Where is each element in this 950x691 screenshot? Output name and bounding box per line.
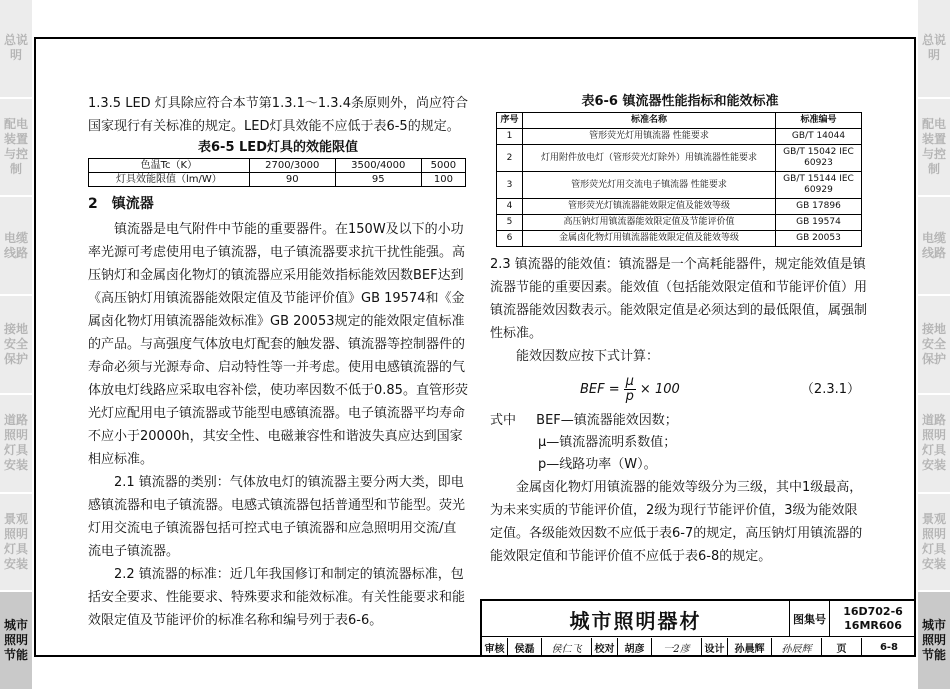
row-no: 2 — [497, 145, 523, 172]
formula-tail: × 100 — [639, 381, 680, 397]
page-number: 6-8 — [879, 642, 899, 653]
tab-grounding-safety[interactable]: 接地安全保护 — [918, 296, 950, 395]
paragraph-formula-intro: 能效因数应按下式计算： — [516, 349, 660, 364]
tab-general-notes[interactable]: 总说明 — [0, 0, 32, 99]
formula-denominator: p — [625, 388, 634, 404]
page-label: 页 — [822, 638, 862, 657]
row-no: 3 — [497, 172, 523, 199]
table-row — [497, 231, 862, 247]
table-row — [497, 145, 862, 172]
row-no: 1 — [497, 129, 523, 145]
section-heading-ballast: 2 镇流器 — [88, 196, 154, 212]
where-item: p—线路功率（W）。 — [538, 457, 657, 472]
where-item: μ—镇流器流明系数值； — [538, 435, 677, 450]
table-header-name: 标准名称 — [523, 113, 776, 129]
table-cell: 5000 — [421, 159, 465, 173]
where-item: BEF—镇流器能效因数； — [536, 413, 678, 428]
tab-distribution-control[interactable]: 配电装置与控制 — [0, 99, 32, 198]
row-name: 金属卤化物灯用镇流器能效限定值及能效等级 — [523, 231, 776, 247]
table-header-row — [497, 113, 862, 129]
table-row — [497, 199, 862, 215]
formula-row — [490, 368, 870, 410]
table-header-no: 序号 — [497, 113, 523, 129]
row-no: 6 — [497, 231, 523, 247]
right-chapter-tabs — [918, 0, 950, 691]
row-name: 灯用附件放电灯（管形荧光灯除外）用镇流器性能要求 — [523, 145, 776, 172]
row-name: 管形荧光灯用交流电子镇流器 性能要求 — [523, 172, 776, 199]
design-name: 孙晨辉 — [728, 638, 772, 657]
review-signature: 侯仁飞 — [542, 638, 592, 657]
table-cell: 2700/3000 — [249, 159, 335, 173]
table-cell: 灯具效能限值（lm/W） — [89, 173, 250, 187]
row-no: 5 — [497, 215, 523, 231]
check-label: 校对 — [592, 638, 618, 657]
tab-road-lighting[interactable]: 道路照明灯具安装 — [0, 395, 32, 494]
paragraph-2-2: 2.2 镇流器的标准：近几年我国修订和制定的镇流器标准，包括安全要求、性能要求、特殊要求和能效标准。有关性能要求和能效限定值及节能评价的标准名称和编号列于表6-6。 — [88, 567, 466, 628]
paragraph-energy-grades: 金属卤化物灯用镇流器的能效等级分为三级，其中1级最高，为未来实质的节能评价值，2级为现行节能评价值，3级为能效限定值。各级能效因数不应低于表6-7的规定，高压钠灯用镇流器的能效限定值和节能评价值不应低于表6-8的规定。 — [490, 480, 863, 564]
check-signature: 一2彦 — [652, 638, 702, 657]
tab-general-notes[interactable]: 总说明 — [918, 0, 950, 99]
title-block — [480, 599, 916, 657]
paragraph-1-3-5: 1.3.5 LED 灯具除应符合本节第1.3.1～1.3.4条原则外，尚应符合国家现行有关标准的规定。LED灯具效能不应低于表6-5的规定。 — [88, 96, 468, 134]
design-signature: 孙辰辉 — [772, 638, 822, 657]
check-name: 胡彦 — [618, 638, 652, 657]
drawing-title: 城市照明器材 — [482, 601, 790, 637]
table-cell: 100 — [421, 173, 465, 187]
table-6-6 — [496, 112, 862, 247]
table-cell: 3500/4000 — [335, 159, 421, 173]
review-name: 侯磊 — [508, 638, 542, 657]
formula-bef — [580, 375, 680, 404]
table-cell: 95 — [335, 173, 421, 187]
row-no: 4 — [497, 199, 523, 215]
atlas-number-1: 16D702-6 — [843, 605, 903, 618]
row-code: GB/T 15144 IEC 60929 — [776, 172, 862, 199]
table-6-6-caption: 表6-6 镇流器性能指标和能效标准 — [581, 94, 779, 109]
table-cell: 90 — [249, 173, 335, 187]
left-column — [88, 92, 468, 632]
tab-landscape-lighting[interactable]: 景观照明灯具安装 — [918, 494, 950, 593]
atlas-number — [830, 601, 916, 637]
tab-energy-saving[interactable]: 城市照明节能 — [0, 592, 32, 691]
paragraph-2-3: 2.3 镇流器的能效值：镇流器是一个高耗能器件，规定能效值是镇流器节能的重要因素。能效值（包括能效限定值和节能评价值）用镇流器能效因数表示。能效限定值是必须达到的最低限值，属强制性标准。 — [490, 257, 868, 341]
tab-cable-lines[interactable]: 电缆线路 — [0, 197, 32, 296]
title-block-signatures — [482, 638, 916, 657]
where-prefix: 式中 — [490, 413, 517, 428]
tab-landscape-lighting[interactable]: 景观照明灯具安装 — [0, 494, 32, 593]
row-code: GB 20053 — [776, 231, 862, 247]
formula-numerator: μ — [625, 373, 634, 389]
table-6-5 — [88, 158, 466, 187]
atlas-number-2: 16MR606 — [844, 619, 902, 632]
table-header-code: 标准编号 — [776, 113, 862, 129]
left-chapter-tabs — [0, 0, 32, 691]
paragraph-ballast-intro: 镇流器是电气附件中节能的重要器件。在150W及以下的小功率光源可考虑使用电子镇流器，电子镇流器要求抗干扰性能强。高压钠灯和金属卤化物灯的镇流器应采用能效指标能效因数BEF达到《高压钠灯用镇流器能效限定值及节能评价值》GB 19574和《金属卤化物灯用镇流器能效标准》GB 20053规定的能效限定值标准的产品。与高强度气体放电灯配套的触发器、镇流器等控制器件的寿命必须与光源寿命、启动特性等一并考虑。使用电感镇流器的气体放电灯线路应采取电容补偿，使功率因数不低于0.85。直管形荧光灯应配用电子镇流器或节能型电感镇流器。电子镇流器平均寿命不应小于20000h，其安全性、电磁兼容性和谐波失真应达到国家相应标准。 — [88, 222, 468, 467]
tab-distribution-control[interactable]: 配电装置与控制 — [918, 99, 950, 198]
equation-number: （2.3.1） — [800, 381, 860, 397]
row-code: GB 17896 — [776, 199, 862, 215]
right-column — [490, 92, 870, 568]
tab-cable-lines[interactable]: 电缆线路 — [918, 197, 950, 296]
where-line-1 — [490, 410, 870, 432]
formula-fraction — [624, 375, 636, 404]
tab-road-lighting[interactable]: 道路照明灯具安装 — [918, 395, 950, 494]
row-name: 管形荧光灯用镇流器 性能要求 — [523, 129, 776, 145]
row-code: GB 19574 — [776, 215, 862, 231]
row-name: 管形荧光灯镇流器能效限定值及能效等级 — [523, 199, 776, 215]
formula-lhs: BEF = — [580, 381, 620, 397]
table-cell: 色温Tc（K） — [89, 159, 250, 173]
table-6-5-caption: 表6-5 LED灯具的效能限值 — [198, 140, 358, 155]
table-row — [89, 173, 466, 187]
title-block-top — [482, 601, 916, 637]
tab-energy-saving[interactable]: 城市照明节能 — [918, 592, 950, 691]
row-code: GB/T 15042 IEC 60923 — [776, 145, 862, 172]
table-row — [497, 172, 862, 199]
table-row — [89, 159, 466, 173]
row-name: 高压钠灯用镇流器能效限定值及节能评价值 — [523, 215, 776, 231]
row-code: GB/T 14044 — [776, 129, 862, 145]
design-label: 设计 — [702, 638, 728, 657]
table-row — [497, 129, 862, 145]
paragraph-2-1: 2.1 镇流器的类别：气体放电灯的镇流器主要分两大类，即电感镇流器和电子镇流器。电感式镇流器包括普通型和节能型。荧光灯用交流电子镇流器包括可控式电子镇流器和应急照明用交流/直流电子镇流器。 — [88, 475, 466, 559]
tab-grounding-safety[interactable]: 接地安全保护 — [0, 296, 32, 395]
review-label: 审核 — [482, 638, 508, 657]
atlas-number-label: 图集号 — [790, 601, 830, 637]
table-row — [497, 215, 862, 231]
